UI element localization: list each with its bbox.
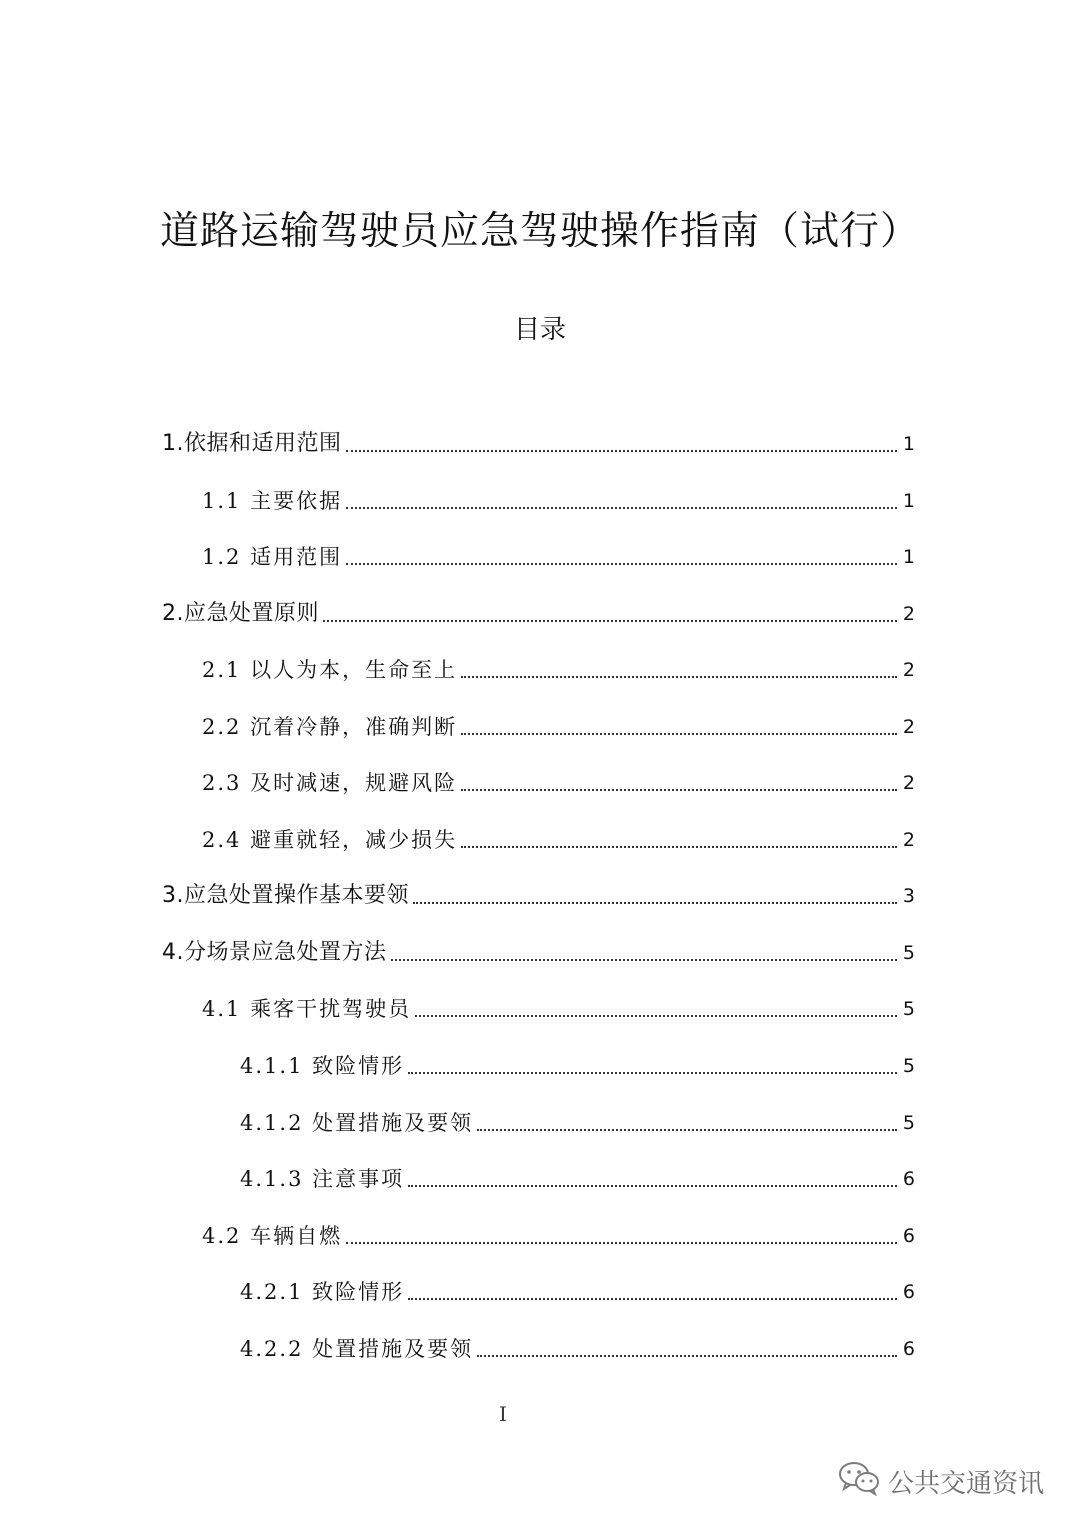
toc-leader-dots [413,902,897,904]
toc-entry-page: 2 [902,659,915,681]
toc-entry-page: 2 [902,829,915,851]
toc-entry-label: 2.4 避重就轻，减少损失 [202,828,458,852]
toc-entry-page: 5 [902,998,915,1020]
toc-entry-page: 6 [902,1338,915,1360]
toc-leader-dots [477,1355,897,1357]
toc-leader-dots [408,1072,897,1074]
toc-entry-page: 2 [902,716,915,738]
toc-entry-page: 3 [902,885,915,907]
toc-entry-page: 1 [902,546,915,568]
toc-leader-dots [346,507,897,509]
toc-entry-page: 5 [902,1112,915,1134]
toc-entry[interactable] [202,710,915,742]
toc-leader-dots [323,620,897,622]
toc-entry[interactable] [240,1106,915,1138]
toc-leader-dots [415,1015,897,1017]
toc-entry-label: 1.2 适用范围 [202,545,343,569]
toc-entry[interactable] [240,1162,915,1194]
toc-entry-page: 6 [902,1225,915,1247]
toc-leader-dots [461,733,897,735]
toc-entry-page: 2 [902,772,915,794]
toc-entry[interactable] [162,879,915,911]
toc-leader-dots [408,1185,897,1187]
toc-entry-label: 4.2.1 致险情形 [240,1280,405,1304]
toc-entry[interactable] [202,992,915,1024]
document-title: 道路运输驾驶员应急驾驶操作指南（试行） [159,209,920,254]
toc-entry[interactable] [202,484,915,516]
toc-entry[interactable] [240,1332,915,1364]
toc-entry-page: 1 [902,490,915,512]
toc-entry[interactable] [162,597,915,629]
toc-entry-label: 4.1.2 处置措施及要领 [240,1111,474,1135]
toc-entry[interactable] [202,540,915,572]
toc-entry-label: 4.1 乘客干扰驾驶员 [202,997,412,1021]
toc-entry-page: 5 [902,942,915,964]
toc-leader-dots [461,789,897,791]
toc-entry[interactable] [202,766,915,798]
toc-entry-label: 2.应急处置原则 [162,601,319,626]
toc-entry-label: 2.2 沉着冷静，准确判断 [202,715,458,739]
toc-leader-dots [346,450,898,452]
toc-entry-label: 4.1.3 注意事项 [240,1167,405,1191]
toc-entry[interactable] [240,1275,915,1307]
toc-leader-dots [461,676,897,678]
toc-leader-dots [461,846,897,848]
toc-entry-page: 6 [902,1281,915,1303]
watermark [838,1460,1044,1503]
toc-leader-dots [346,1242,897,1244]
page-number: I [499,1402,507,1426]
toc-entry-label: 1.依据和适用范围 [162,431,342,456]
toc-entry-label: 4.2 车辆自燃 [202,1224,343,1248]
toc-entry[interactable] [162,936,915,968]
toc-entry-label: 2.1 以人为本，生命至上 [202,658,458,682]
toc-leader-dots [346,563,897,565]
toc-leader-dots [391,959,898,961]
watermark-text: 公共交通资讯 [887,1469,1044,1499]
toc-entry-page: 1 [902,433,915,455]
toc-entry-label: 1.1 主要依据 [202,489,343,513]
wechat-icon [838,1460,880,1503]
toc-entry-label: 4.2.2 处置措施及要领 [240,1337,474,1361]
toc-entry[interactable] [202,1219,915,1251]
toc-entry-page: 5 [902,1055,915,1077]
toc-entry-label: 4.分场景应急处置方法 [162,940,387,965]
toc-entry[interactable] [202,653,915,685]
toc-entry[interactable] [162,427,915,459]
toc-entry-label: 4.1.1 致险情形 [240,1054,405,1078]
toc-entry-page: 6 [902,1168,915,1190]
toc-heading: 目录 [513,315,566,345]
toc-entry[interactable] [240,1049,915,1081]
toc-entry-page: 2 [902,603,915,625]
toc-leader-dots [477,1129,897,1131]
toc-leader-dots [408,1298,897,1300]
toc-entry-label: 2.3 及时减速，规避风险 [202,771,458,795]
toc-entry[interactable] [202,823,915,855]
toc-entry-label: 3.应急处置操作基本要领 [162,883,409,908]
